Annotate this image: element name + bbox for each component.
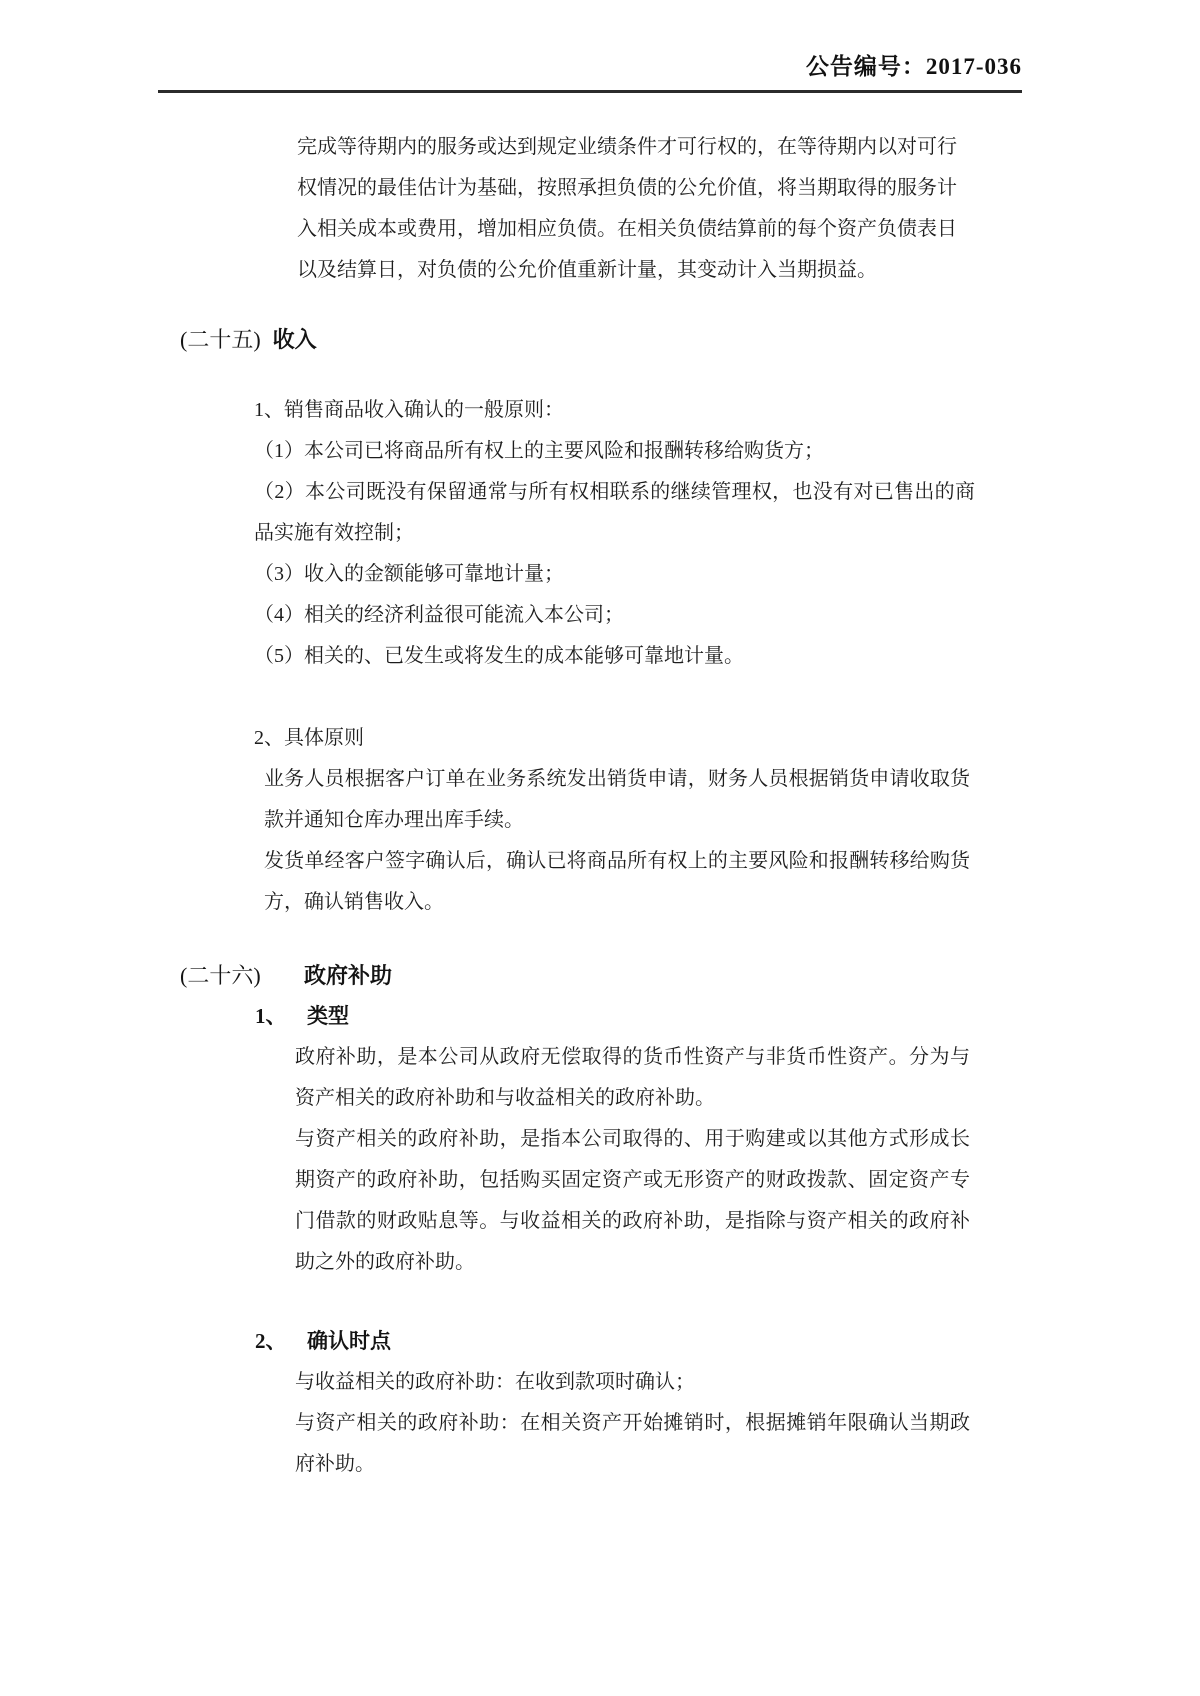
list-item: （1）本公司已将商品所有权上的主要风险和报酬转移给购货方； bbox=[254, 440, 824, 462]
list-item: （5）相关的、已发生或将发生的成本能够可靠地计量。 bbox=[254, 645, 744, 667]
section-26-number: (二十六) bbox=[180, 963, 261, 988]
revenue-general-principles-heading: 1、销售商品收入确认的一般原则： bbox=[254, 399, 564, 421]
subsection-title: 确认时点 bbox=[307, 1329, 391, 1353]
paragraph: 与资产相关的政府补助：在相关资产开始摊销时，根据摊销年限确认当期政府补助。 bbox=[295, 1412, 970, 1475]
list-item: （3）收入的金额能够可靠地计量； bbox=[254, 563, 564, 585]
subsidy-recognition-heading bbox=[255, 1321, 1200, 1362]
section-25-heading bbox=[180, 319, 1200, 360]
revenue-specific-heading: 2、具体原则 bbox=[254, 727, 364, 749]
subsidy-recognition-body bbox=[295, 1362, 970, 1485]
paragraph: 业务人员根据客户订单在业务系统发出销货申请，财务人员根据销货申请收取货款并通知仓库办理出库手续。 bbox=[264, 768, 970, 831]
list-item: （2）本公司既没有保留通常与所有权相联系的继续管理权，也没有对已售出的商品实施有效控制； bbox=[254, 481, 975, 544]
paragraph: 与收益相关的政府补助：在收到款项时确认； bbox=[295, 1371, 695, 1393]
blank-line bbox=[0, 1283, 1200, 1321]
section-26-heading bbox=[180, 955, 1200, 996]
paragraph: 政府补助，是本公司从政府无偿取得的货币性资产与非货币性资产。分为与资产相关的政府补助和与收益相关的政府补助。 bbox=[295, 1046, 970, 1109]
revenue-specific-principles bbox=[254, 718, 970, 923]
page-header bbox=[158, 0, 1022, 93]
section-25-title: 收入 bbox=[272, 327, 317, 352]
subsection-number: 2、 bbox=[255, 1329, 287, 1353]
paragraph: 发货单经客户签字确认后，确认已将商品所有权上的主要风险和报酬转移给购货方，确认销售收入。 bbox=[264, 850, 970, 913]
section-25-number: (二十五) bbox=[180, 327, 261, 352]
subsidy-type-body bbox=[295, 1037, 970, 1283]
section-26-title: 政府补助 bbox=[304, 963, 393, 988]
blank-line bbox=[0, 677, 1200, 718]
intro-paragraph: 完成等待期内的服务或达到规定业绩条件才可行权的，在等待期内以对可行权情况的最佳估计为基础，按照承担负债的公允价值，将当期取得的服务计入相关成本或费用，增加相应负债。在相关负债结算前的每个资产负债表日以及结算日，对负债的公允价值重新计量，其变动计入当期损益。 bbox=[297, 136, 957, 281]
paragraph: 与资产相关的政府补助，是指本公司取得的、用于购建或以其他方式形成长期资产的政府补助，包括购买固定资产或无形资产的财政拨款、固定资产专门借款的财政贴息等。与收益相关的政府补助，是指除与资产相关的政府补助之外的政府补助。 bbox=[295, 1128, 970, 1273]
revenue-principles-list bbox=[254, 431, 975, 677]
subsidy-type-heading bbox=[255, 996, 1200, 1037]
announcement-number: 公告编号：2017-036 bbox=[805, 54, 1022, 79]
list-item: （4）相关的经济利益很可能流入本公司； bbox=[254, 604, 624, 626]
subsection-number: 1、 bbox=[255, 1004, 287, 1028]
subsection-title: 类型 bbox=[307, 1004, 349, 1028]
